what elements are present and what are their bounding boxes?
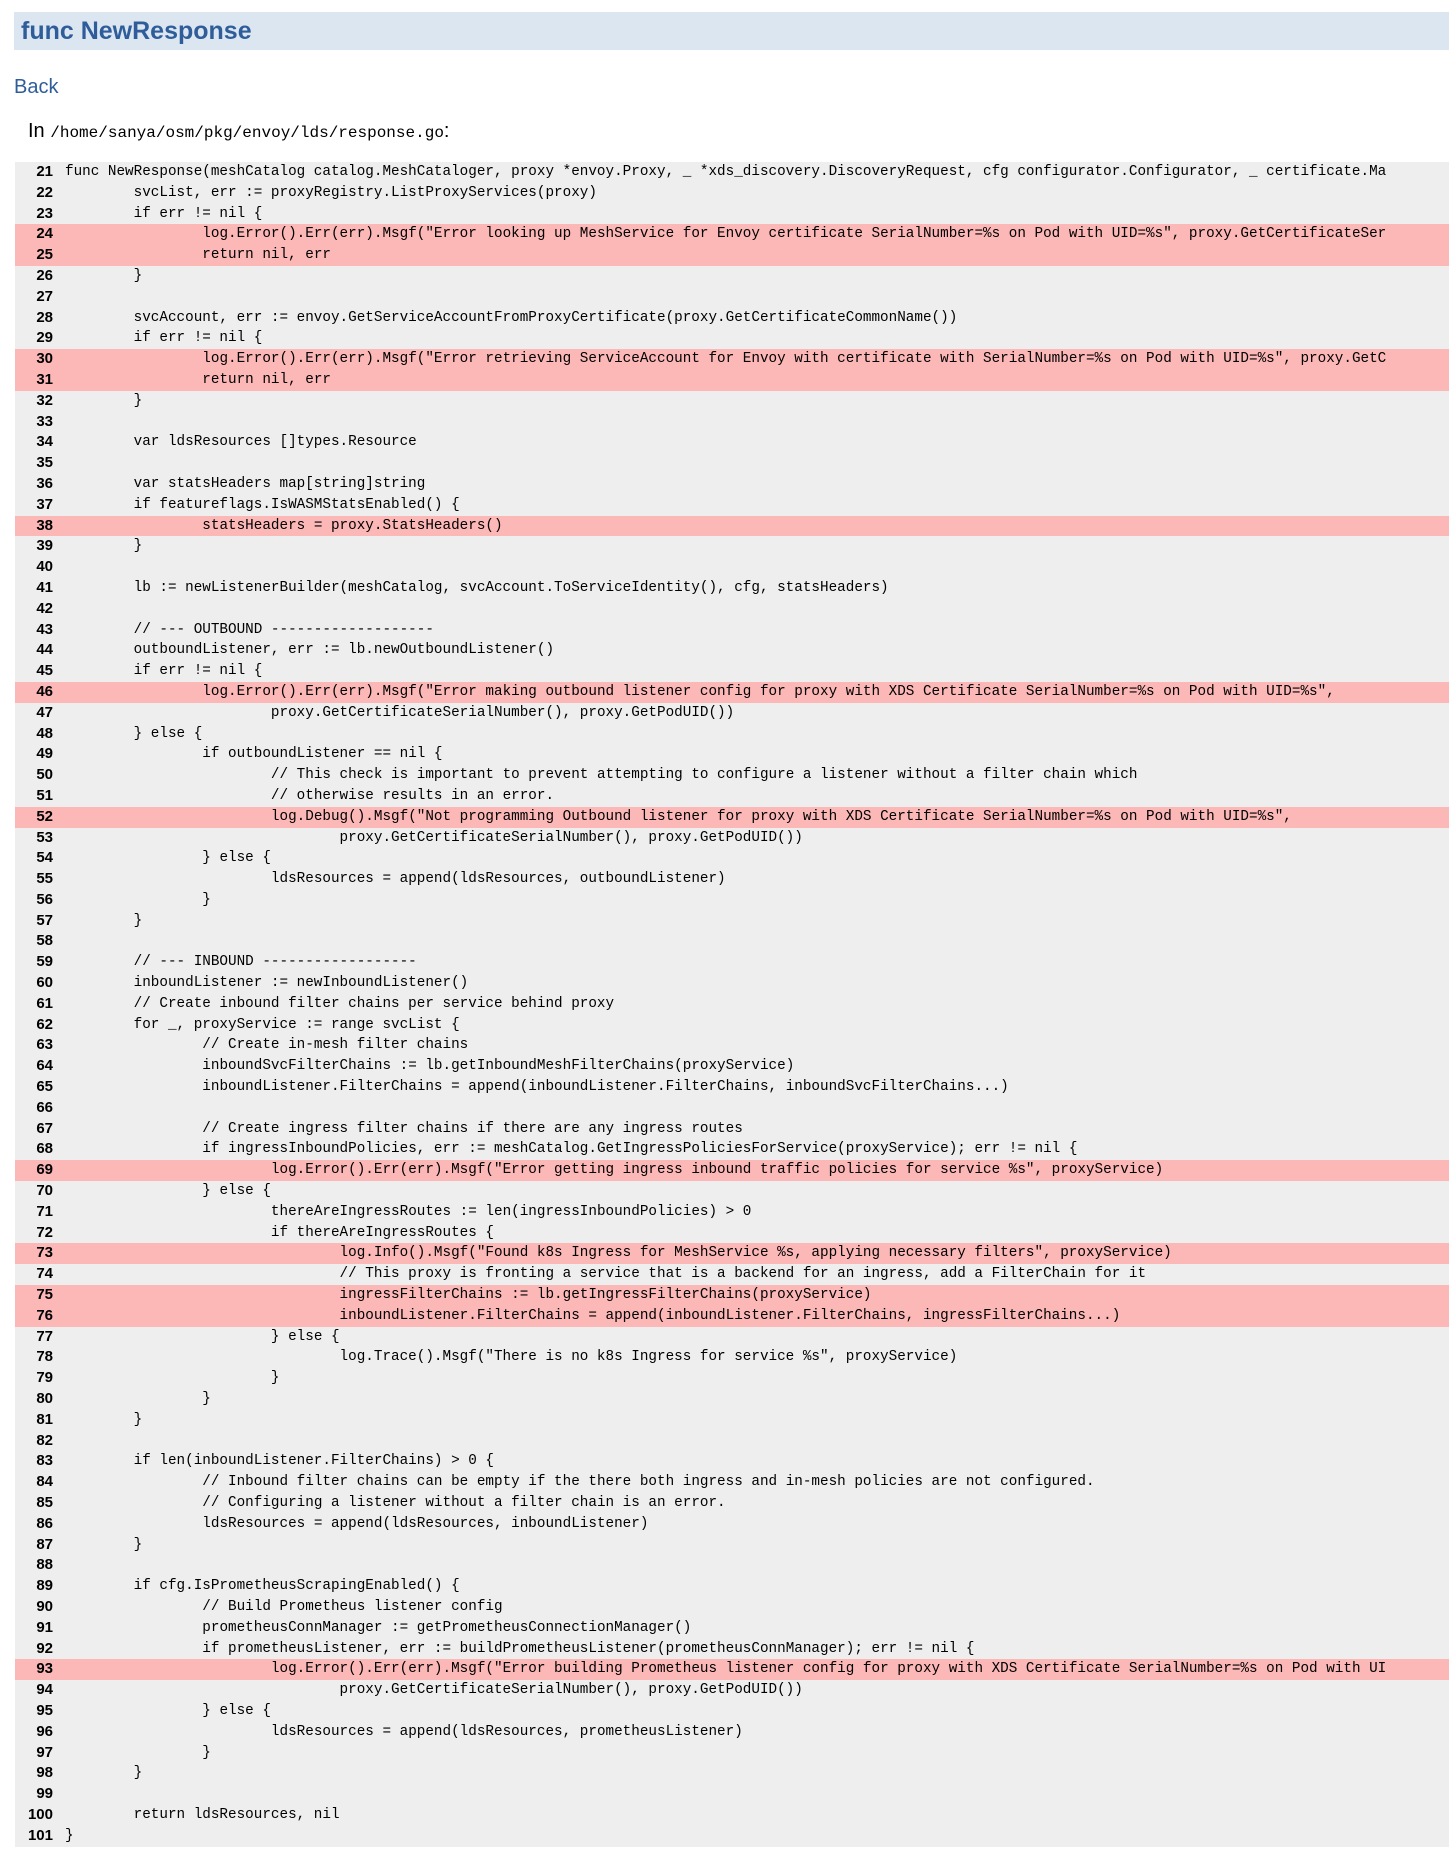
line-number: 70 (36, 1182, 53, 1200)
line-number: 69 (36, 1161, 53, 1179)
line-number: 32 (36, 391, 53, 409)
code-text: // otherwise results in an error. (65, 787, 555, 804)
code-text: log.Error().Err(err).Msgf("Error building Prometheus listener config for proxy with XDS Certificate SerialNumber=%s on Pod with UI (65, 1661, 1387, 1678)
code-line (15, 1763, 1449, 1784)
code-line (15, 828, 1449, 849)
code-line-uncovered (15, 1659, 1449, 1680)
code-text: } (65, 1370, 280, 1387)
code-text: log.Debug().Msgf("Not programming Outbound listener for proxy with XDS Certificate SerialNumber=%s on Pod with UID=%s", (65, 808, 1292, 825)
code-line (15, 432, 1449, 453)
line-number: 58 (36, 932, 53, 950)
code-text: } (65, 1536, 143, 1553)
code-line (15, 1451, 1449, 1472)
line-number: 52 (36, 807, 53, 825)
line-number: 91 (36, 1618, 53, 1636)
code-line-uncovered (15, 1306, 1449, 1327)
code-line-uncovered (15, 1160, 1449, 1181)
line-number: 28 (36, 308, 53, 326)
code-line (15, 1431, 1449, 1452)
code-text: } (65, 1391, 211, 1408)
code-text: log.Error().Err(err).Msgf("Error making outbound listener config for proxy with XDS Certificate SerialNumber=%s on Pod with UID=%s", (65, 683, 1335, 700)
code-line (15, 1805, 1449, 1826)
code-line (15, 1368, 1449, 1389)
line-number: 62 (36, 1015, 53, 1033)
code-text: // --- OUTBOUND ------------------- (65, 621, 434, 638)
code-line (15, 1202, 1449, 1223)
code-line (15, 287, 1449, 308)
code-text: // Inbound filter chains can be empty if the there both ingress and in-mesh policies are not configured. (65, 1474, 1095, 1491)
code-text: func NewResponse(meshCatalog catalog.MeshCataloger, proxy *envoy.Proxy, _ *xds_discovery.DiscoveryRequest, cfg configurator.Configurator, _ certificate.Ma (65, 164, 1387, 180)
code-text: } else { (65, 850, 271, 867)
code-text (53, 931, 1449, 952)
code-line (15, 1410, 1449, 1431)
code-text (53, 1431, 1449, 1452)
code-line (15, 412, 1449, 433)
line-number: 73 (36, 1244, 53, 1262)
code-text: if featureflags.IsWASMStatsEnabled() { (65, 496, 460, 513)
code-line (15, 1743, 1449, 1764)
code-text: inboundSvcFilterChains := lb.getInboundMeshFilterChains(proxyService) (65, 1058, 795, 1075)
back-link[interactable]: Back (14, 76, 59, 98)
code-line (15, 1639, 1449, 1660)
line-number: 99 (36, 1785, 53, 1803)
line-number: 81 (36, 1410, 53, 1428)
code-line (15, 1347, 1449, 1368)
line-number: 93 (36, 1660, 53, 1678)
line-number: 80 (36, 1390, 53, 1408)
code-line (15, 1139, 1449, 1160)
code-line (15, 1035, 1449, 1056)
code-line-uncovered (15, 1285, 1449, 1306)
code-text: for _, proxyService := range svcList { (65, 1016, 460, 1033)
code-text: log.Trace().Msgf("There is no k8s Ingress for service %s", proxyService) (65, 1349, 958, 1366)
code-text (53, 599, 1449, 620)
line-number: 54 (36, 849, 53, 867)
code-text: thereAreIngressRoutes := len(ingressInboundPolicies) > 0 (65, 1203, 752, 1220)
line-number: 61 (36, 994, 53, 1012)
code-text: if err != nil { (65, 330, 263, 347)
line-number: 65 (36, 1078, 53, 1096)
code-text: return nil, err (65, 247, 331, 264)
code-line (15, 308, 1449, 329)
code-text: proxy.GetCertificateSerialNumber(), proxy.GetPodUID()) (65, 704, 735, 721)
code-text: log.Error().Err(err).Msgf("Error looking up MeshService for Envoy certificate SerialNumber=%s on Pod with UID=%s", proxy.GetCertificateSer (65, 226, 1387, 243)
line-number: 67 (36, 1119, 53, 1137)
code-line (15, 1514, 1449, 1535)
line-number: 74 (36, 1265, 53, 1283)
code-text: // Create ingress filter chains if there are any ingress routes (65, 1120, 743, 1137)
code-text: if err != nil { (65, 205, 263, 222)
code-text: var statsHeaders map[string]string (65, 475, 426, 492)
line-number: 83 (36, 1452, 53, 1470)
line-number: 44 (36, 641, 53, 659)
code-text: } else { (65, 725, 203, 742)
code-line-uncovered (15, 682, 1449, 703)
line-number: 22 (36, 183, 53, 201)
code-line (15, 474, 1449, 495)
code-text (53, 557, 1449, 578)
line-number: 40 (36, 558, 53, 576)
line-number: 75 (36, 1286, 53, 1304)
line-number: 85 (36, 1494, 53, 1511)
code-line (15, 495, 1449, 516)
line-number: 27 (36, 287, 53, 305)
code-line (15, 536, 1449, 557)
code-text: var ldsResources []types.Resource (65, 434, 417, 451)
line-number: 98 (36, 1764, 53, 1782)
line-number: 78 (36, 1348, 53, 1366)
code-text: outboundListener, err := lb.newOutboundListener() (65, 642, 555, 659)
code-line (15, 703, 1449, 724)
code-line (15, 724, 1449, 745)
line-number: 66 (36, 1098, 53, 1116)
line-number: 55 (36, 870, 53, 888)
line-number: 79 (36, 1369, 53, 1387)
code-text: statsHeaders = proxy.StatsHeaders() (65, 517, 503, 534)
line-number: 68 (36, 1140, 53, 1158)
line-number: 25 (36, 246, 53, 264)
code-text: } (65, 267, 143, 284)
line-number: 77 (36, 1327, 53, 1345)
line-number: 34 (36, 433, 53, 451)
code-text: // Build Prometheus listener config (65, 1598, 503, 1615)
code-line (15, 391, 1449, 412)
code-text (53, 287, 1449, 308)
line-number: 92 (36, 1639, 53, 1657)
code-line (15, 1555, 1449, 1576)
code-line-uncovered (15, 370, 1449, 391)
code-line (15, 744, 1449, 765)
code-line (15, 1056, 1449, 1077)
line-number: 48 (36, 724, 53, 742)
line-number: 89 (36, 1577, 53, 1595)
code-text: if err != nil { (65, 663, 263, 680)
code-line (15, 765, 1449, 786)
line-number: 60 (36, 974, 53, 992)
code-line (15, 994, 1449, 1015)
line-number: 94 (36, 1681, 53, 1699)
line-number: 21 (36, 163, 53, 180)
line-number: 41 (36, 578, 53, 596)
code-line (15, 1597, 1449, 1618)
code-line (15, 1576, 1449, 1597)
code-line (15, 1077, 1449, 1098)
code-line (15, 1098, 1449, 1119)
line-number: 86 (36, 1514, 53, 1532)
code-text: inboundListener.FilterChains = append(inboundListener.FilterChains, inboundSvcFilterChains...) (65, 1079, 1009, 1096)
code-line (15, 1264, 1449, 1285)
line-number: 51 (36, 786, 53, 804)
code-text: } (65, 1765, 143, 1782)
line-number: 23 (36, 204, 53, 222)
code-line (15, 1722, 1449, 1743)
code-line (15, 1119, 1449, 1140)
line-number: 42 (36, 599, 53, 617)
line-number: 88 (36, 1556, 53, 1574)
code-line-uncovered (15, 349, 1449, 370)
line-number: 49 (36, 745, 53, 763)
code-line (15, 931, 1449, 952)
line-number: 43 (36, 620, 53, 638)
code-line-uncovered (15, 516, 1449, 537)
code-text: prometheusConnManager := getPrometheusConnectionManager() (65, 1619, 692, 1636)
code-line (15, 1389, 1449, 1410)
code-text: // This proxy is fronting a service that is a backend for an ingress, add a FilterChain for it (65, 1266, 1147, 1283)
line-number: 39 (36, 537, 53, 555)
code-text: ldsResources = append(ldsResources, prometheusListener) (65, 1723, 743, 1740)
code-text: inboundListener.FilterChains = append(inboundListener.FilterChains, ingressFilterChains...) (65, 1307, 1121, 1324)
code-text: // --- INBOUND ------------------ (65, 954, 417, 971)
code-line (15, 890, 1449, 911)
code-text: svcList, err := proxyRegistry.ListProxyServices(proxy) (65, 184, 597, 201)
code-text: } (65, 392, 143, 409)
line-number: 96 (36, 1722, 53, 1740)
code-line (15, 1784, 1449, 1805)
code-line (15, 599, 1449, 620)
line-number: 59 (36, 953, 53, 971)
title-bar (14, 12, 1449, 50)
code-text: if thereAreIngressRoutes { (65, 1224, 494, 1241)
line-number: 90 (36, 1597, 53, 1615)
code-line (15, 1535, 1449, 1556)
file-prefix: In (28, 120, 51, 142)
code-text: } (65, 1744, 211, 1761)
line-number: 29 (36, 329, 53, 347)
code-line (15, 1826, 1449, 1847)
code-text: ldsResources = append(ldsResources, inboundListener) (65, 1515, 649, 1532)
code-line (15, 1618, 1449, 1639)
file-location (28, 120, 449, 143)
code-line (15, 1493, 1449, 1514)
line-number: 87 (36, 1535, 53, 1553)
code-line (15, 869, 1449, 890)
code-line (15, 1680, 1449, 1701)
line-number: 95 (36, 1701, 53, 1719)
code-text: if ingressInboundPolicies, err := meshCatalog.GetIngressPoliciesForService(proxyService); err != nil { (65, 1141, 1078, 1158)
code-text (53, 412, 1449, 433)
line-number: 72 (36, 1223, 53, 1241)
code-line (15, 911, 1449, 932)
line-number: 57 (36, 911, 53, 929)
code-line (15, 973, 1449, 994)
line-number: 47 (36, 703, 53, 721)
line-number: 84 (36, 1473, 53, 1491)
code-text: // Configuring a listener without a filter chain is an error. (65, 1495, 726, 1511)
code-line-uncovered (15, 245, 1449, 266)
line-number: 36 (36, 474, 53, 492)
code-text: if outboundListener == nil { (65, 746, 443, 763)
code-text: } (65, 1827, 74, 1844)
line-number: 97 (36, 1743, 53, 1761)
line-number: 50 (36, 766, 53, 784)
code-line (15, 328, 1449, 349)
code-text: log.Info().Msgf("Found k8s Ingress for MeshService %s, applying necessary filters", proxyService) (65, 1245, 1172, 1262)
line-number: 37 (36, 495, 53, 513)
code-text: } else { (65, 1328, 340, 1345)
code-text: proxy.GetCertificateSerialNumber(), proxy.GetPodUID()) (65, 829, 803, 846)
code-line (15, 1472, 1449, 1493)
code-line (15, 183, 1449, 204)
code-line (15, 848, 1449, 869)
code-line-uncovered (15, 224, 1449, 245)
code-line (15, 266, 1449, 287)
code-text: // Create in-mesh filter chains (65, 1037, 469, 1054)
code-text: if len(inboundListener.FilterChains) > 0 { (65, 1453, 494, 1470)
code-line (15, 952, 1449, 973)
file-suffix: : (443, 120, 450, 142)
code-text: log.Error().Err(err).Msgf("Error getting ingress inbound traffic policies for service %s", proxyService) (65, 1162, 1164, 1179)
code-text: log.Error().Err(err).Msgf("Error retrieving ServiceAccount for Envoy with certificate with SerialNumber=%s on Pod with UID=%s", proxy.GetC (65, 351, 1387, 368)
line-number: 76 (36, 1306, 53, 1324)
code-line (15, 640, 1449, 661)
code-text (53, 1098, 1449, 1119)
code-text (53, 1784, 1449, 1805)
line-number: 71 (36, 1202, 53, 1220)
file-path: /home/sanya/osm/pkg/envoy/lds/response.go (50, 124, 444, 142)
code-text: inboundListener := newInboundListener() (65, 975, 469, 992)
page-title: func NewResponse (21, 17, 252, 45)
code-text: proxy.GetCertificateSerialNumber(), proxy.GetPodUID()) (65, 1682, 803, 1699)
line-number: 64 (36, 1057, 53, 1075)
line-number: 100 (27, 1805, 53, 1823)
line-number: 24 (36, 225, 53, 243)
code-line (15, 1327, 1449, 1348)
code-line (15, 162, 1449, 183)
line-number: 26 (36, 266, 53, 284)
line-number: 46 (36, 682, 53, 700)
code-line (15, 661, 1449, 682)
code-line (15, 1701, 1449, 1722)
code-line (15, 204, 1449, 225)
line-number: 53 (36, 828, 53, 846)
code-line (15, 1015, 1449, 1036)
code-text (53, 1555, 1449, 1576)
code-text: } else { (65, 1183, 271, 1200)
line-number: 45 (36, 662, 53, 680)
line-number: 38 (36, 516, 53, 534)
code-line (15, 1181, 1449, 1202)
code-text: lb := newListenerBuilder(meshCatalog, svcAccount.ToServiceIdentity(), cfg, statsHeaders) (65, 579, 889, 596)
code-line (15, 578, 1449, 599)
line-number: 56 (36, 890, 53, 908)
code-text: ingressFilterChains := lb.getIngressFilterChains(proxyService) (65, 1287, 872, 1304)
code-line (15, 620, 1449, 641)
code-text: } (65, 912, 143, 929)
code-line (15, 453, 1449, 474)
code-text: } else { (65, 1702, 271, 1719)
code-text: // This check is important to prevent attempting to configure a listener without a filter chain which (65, 767, 1138, 784)
code-text: if prometheusListener, err := buildPrometheusListener(prometheusConnManager); err != nil { (65, 1640, 975, 1657)
line-number: 30 (36, 350, 53, 368)
code-line-uncovered (15, 807, 1449, 828)
code-text: if cfg.IsPrometheusScrapingEnabled() { (65, 1578, 460, 1595)
code-line (15, 1223, 1449, 1244)
code-text (53, 453, 1449, 474)
code-text: } (65, 1411, 143, 1428)
code-text: svcAccount, err := envoy.GetServiceAccountFromProxyCertificate(proxy.GetCertificateCommonName()) (65, 309, 958, 326)
line-number: 82 (36, 1431, 53, 1449)
line-number: 31 (36, 370, 53, 388)
code-text: // Create inbound filter chains per service behind proxy (65, 995, 615, 1012)
code-text: } (65, 538, 143, 555)
code-text: return ldsResources, nil (65, 1806, 340, 1823)
line-number: 35 (36, 454, 53, 472)
line-number: 33 (36, 412, 53, 430)
line-number: 101 (27, 1826, 53, 1844)
code-text: } (65, 891, 211, 908)
code-line (15, 786, 1449, 807)
code-line (15, 557, 1449, 578)
code-text: ldsResources = append(ldsResources, outboundListener) (65, 871, 726, 888)
code-listing (15, 162, 1449, 1847)
code-line-uncovered (15, 1243, 1449, 1264)
line-number: 63 (36, 1036, 53, 1054)
code-text: return nil, err (65, 371, 331, 388)
